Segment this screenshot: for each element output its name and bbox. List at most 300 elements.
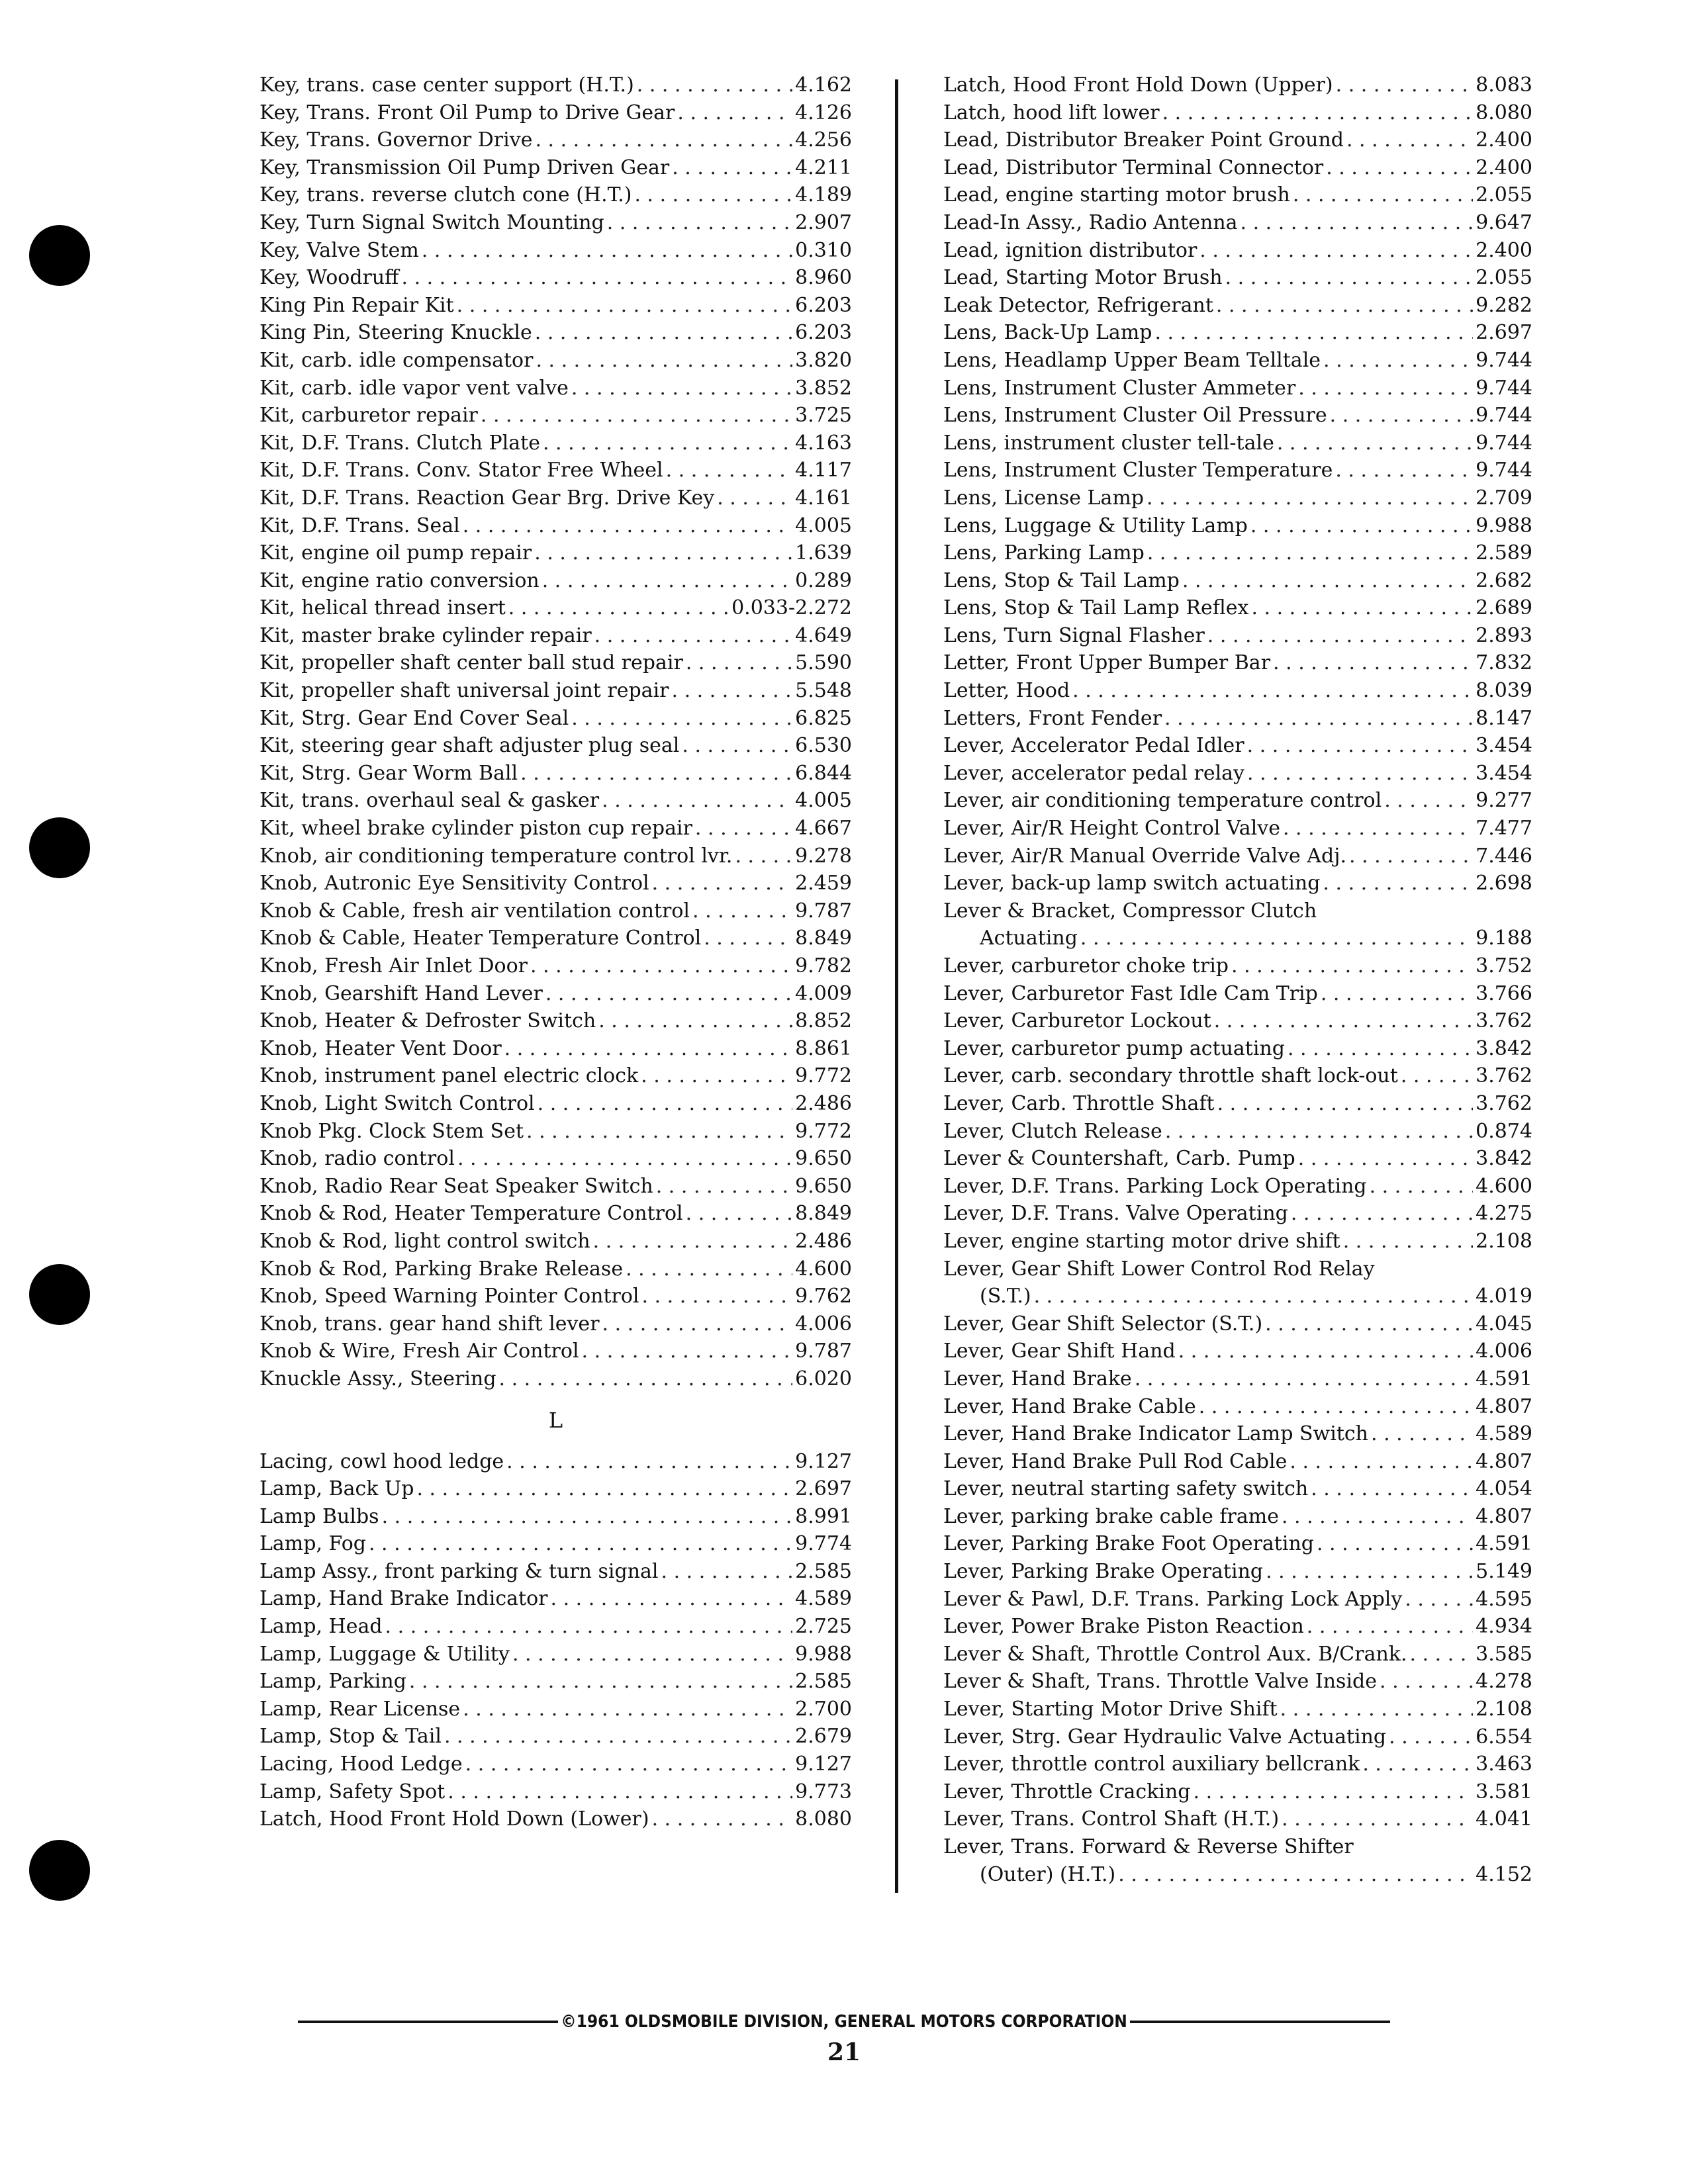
entry-term: Letter, Hood [943, 679, 1070, 703]
entry-term: Lever, neutral starting safety switch [943, 1477, 1309, 1501]
entry-reference: 9.188 [1476, 927, 1532, 950]
entry-term: Lever, Hand Brake Cable [943, 1394, 1196, 1418]
entry-term: Lever, engine starting motor drive shift [943, 1229, 1340, 1253]
entry-reference: 9.762 [795, 1285, 852, 1308]
index-list-k [259, 71, 852, 1393]
entry-reference: 4.649 [795, 623, 852, 647]
entry-term: Lamp Bulbs [259, 1504, 379, 1528]
entry-term: Lamp, Stop & Tail [259, 1725, 442, 1749]
entry-reference: 4.600 [795, 1257, 852, 1281]
index-entry [943, 1448, 1532, 1476]
entry-term: Knob, Heater Vent Door [259, 1036, 502, 1060]
entry-reference: 9.744 [1476, 459, 1532, 482]
index-entry [259, 1668, 852, 1696]
entry-reference: 2.679 [795, 1725, 852, 1749]
entry-term-continued: (S.T.) [980, 1285, 1031, 1308]
index-entry [259, 237, 852, 265]
entry-reference: 2.893 [1476, 623, 1532, 647]
entry-reference: 9.988 [1476, 514, 1532, 537]
entry-term: Lever, Strg. Gear Hydraulic Valve Actuating [943, 1725, 1387, 1749]
index-entry [943, 1805, 1532, 1833]
entry-reference: 4.275 [1476, 1202, 1532, 1226]
dot-leader [447, 1778, 792, 1806]
dot-leader [545, 980, 792, 1008]
index-entry [259, 1751, 852, 1778]
index-entry [259, 1255, 852, 1283]
index-entry [259, 181, 852, 209]
index-entry [943, 1833, 1532, 1861]
index-entry [943, 126, 1532, 154]
index-entry [943, 1530, 1532, 1558]
entry-term-continued: Actuating [980, 927, 1078, 950]
footer-rule [298, 2021, 558, 2023]
entry-reference: 9.277 [1476, 789, 1532, 813]
index-entry [943, 1035, 1532, 1063]
dot-leader [666, 457, 792, 484]
section-heading: L [548, 1407, 563, 1433]
entry-term: Kit, trans. overhaul seal & gasker [259, 789, 600, 813]
entry-term: Kit, carb. idle compensator [259, 348, 534, 372]
entry-term: Kit, steering gear shaft adjuster plug seal [259, 734, 680, 758]
entry-reference: 4.256 [795, 128, 852, 152]
entry-reference: 4.045 [1476, 1312, 1532, 1336]
entry-term: Knob, trans. gear hand shift lever [259, 1312, 600, 1336]
entry-reference: 7.832 [1476, 651, 1532, 675]
entry-reference: 4.006 [1476, 1340, 1532, 1363]
index-entry [259, 484, 852, 512]
index-entry [259, 952, 852, 980]
dot-leader [1289, 1448, 1473, 1476]
entry-reference: 0.310 [795, 238, 852, 262]
entry-term: King Pin, Steering Knuckle [259, 321, 532, 345]
index-entry [943, 347, 1532, 375]
dot-leader [1410, 1641, 1474, 1668]
entry-term: Knob & Rod, light control switch [259, 1229, 590, 1253]
dot-leader [416, 1475, 792, 1503]
entry-reference: 9.988 [795, 1642, 852, 1666]
binder-hole [29, 225, 90, 286]
entry-reference: 2.698 [1476, 872, 1532, 895]
entry-term: Lever, Gear Shift Selector (S.T.) [943, 1312, 1263, 1336]
dot-leader [1291, 1200, 1473, 1228]
entry-term: Key, trans. case center support (H.T.) [259, 73, 634, 97]
index-entry [943, 209, 1532, 237]
index-entry [259, 1283, 852, 1310]
footer-copyright: ©1961 OLDSMOBILE DIVISION, GENERAL MOTORS CORPORATION [561, 2012, 1127, 2032]
entry-reference: 9.772 [795, 1064, 852, 1088]
entry-reference: 2.459 [795, 872, 852, 895]
index-entry [943, 1228, 1532, 1255]
dot-leader [735, 842, 792, 870]
entry-term: Lead, Distributor Terminal Connector [943, 156, 1324, 179]
entry-reference: 8.039 [1476, 679, 1532, 703]
entry-reference: 3.752 [1476, 954, 1532, 978]
dot-leader [1349, 842, 1473, 870]
entry-reference: 6.020 [795, 1367, 852, 1390]
dot-leader [661, 1558, 793, 1586]
entry-reference: 4.589 [795, 1587, 852, 1611]
index-entry [943, 1062, 1532, 1090]
dot-leader [607, 209, 792, 237]
index-entry [943, 1118, 1532, 1146]
footer-rule [1130, 2021, 1390, 2023]
index-entry [259, 1310, 852, 1338]
index-entry [943, 815, 1532, 842]
dot-leader [457, 1145, 792, 1173]
dot-leader [593, 1228, 792, 1255]
entry-reference: 4.126 [795, 101, 852, 124]
entry-term: Lever, Trans. Control Shaft (H.T.) [943, 1807, 1280, 1831]
index-entry [259, 1530, 852, 1558]
dot-leader [1199, 1393, 1473, 1421]
dot-leader [1194, 1778, 1474, 1806]
index-entry [259, 705, 852, 733]
index-entry [943, 1696, 1532, 1723]
entry-reference: 9.127 [795, 1752, 852, 1776]
binder-hole [29, 1264, 90, 1325]
index-entry [259, 126, 852, 154]
dot-leader [1216, 292, 1473, 320]
index-entry [259, 677, 852, 705]
entry-reference: 8.861 [795, 1036, 852, 1060]
entry-term: Knob, air conditioning temperature control lvr. [259, 844, 733, 868]
entry-term: Lever, Gear Shift Hand [943, 1340, 1176, 1363]
dot-leader [1311, 1475, 1473, 1503]
entry-term: Lens, Instrument Cluster Oil Pressure [943, 404, 1327, 428]
entry-term: Kit, engine oil pump repair [259, 541, 532, 565]
dot-leader [1362, 1751, 1473, 1778]
index-entry [943, 319, 1532, 347]
entry-reference: 0.289 [795, 569, 852, 592]
entry-term: Lacing, cowl hood ledge [259, 1449, 504, 1473]
dot-leader [1370, 1173, 1474, 1201]
entry-term: Knob & Rod, Parking Brake Release [259, 1257, 624, 1281]
entry-term: Latch, hood lift lower [943, 101, 1160, 124]
entry-reference: 2.486 [795, 1091, 852, 1115]
entry-term: Lever, Clutch Release [943, 1119, 1162, 1143]
index-entry [259, 1558, 852, 1586]
entry-reference: 9.787 [795, 899, 852, 923]
entry-term: Lever, Starting Motor Drive Shift [943, 1698, 1278, 1721]
entry-reference: 3.842 [1476, 1036, 1532, 1060]
index-entry [259, 1805, 852, 1833]
dot-leader [1371, 1420, 1473, 1448]
entry-reference: 4.152 [1476, 1862, 1532, 1886]
index-entry [943, 1641, 1532, 1668]
dot-leader [508, 594, 729, 622]
entry-term: Lever, Throttle Cracking [943, 1780, 1191, 1803]
entry-term: Lever, Air/R Manual Override Valve Adj. [943, 844, 1346, 868]
index-entry [259, 209, 852, 237]
entry-term: Lever, Carburetor Lockout [943, 1009, 1211, 1033]
entry-term: Lamp, Head [259, 1615, 383, 1639]
index-entry [943, 181, 1532, 209]
index-entry [943, 264, 1532, 292]
index-entry [259, 1778, 852, 1806]
entry-term: Lens, Stop & Tail Lamp Reflex [943, 596, 1249, 620]
entry-reference: 4.162 [795, 73, 852, 97]
entry-reference: 3.762 [1476, 1091, 1532, 1115]
dot-leader [571, 705, 792, 733]
entry-term: Lever, Trans. Forward & Reverse Shifter [943, 1835, 1354, 1858]
dot-leader [626, 1255, 792, 1283]
entry-term: Lever, Parking Brake Operating [943, 1560, 1264, 1584]
index-entry [259, 1723, 852, 1751]
index-entry [259, 980, 852, 1008]
dot-leader [672, 677, 793, 705]
index-entry [259, 870, 852, 897]
entry-reference: 2.108 [1476, 1229, 1532, 1253]
entry-reference: 9.650 [795, 1147, 852, 1171]
index-entry [259, 594, 852, 622]
entry-reference: 2.400 [1476, 156, 1532, 179]
index-list-l [259, 1448, 852, 1833]
dot-leader [1080, 925, 1473, 952]
dot-leader [594, 622, 792, 650]
entry-term: Kit, D.F. Trans. Clutch Plate [259, 431, 540, 455]
index-entry-continuation [943, 1283, 1532, 1310]
index-entry [943, 870, 1532, 897]
entry-reference: 4.807 [1476, 1394, 1532, 1418]
dot-leader [481, 402, 792, 430]
dot-leader [1389, 1723, 1473, 1751]
dot-leader [641, 1062, 792, 1090]
entry-reference: 1.639 [795, 541, 852, 565]
entry-reference: 9.772 [795, 1119, 852, 1143]
entry-term: Knob, Radio Rear Seat Speaker Switch [259, 1174, 653, 1198]
dot-leader [382, 1503, 793, 1531]
entry-reference: 9.647 [1476, 210, 1532, 234]
index-entry [259, 1475, 852, 1503]
entry-reference: 0.874 [1476, 1119, 1532, 1143]
entry-term: Kit, engine ratio conversion [259, 569, 539, 592]
index-entry [943, 512, 1532, 540]
entry-term: Lever, carb. secondary throttle shaft lock-out [943, 1064, 1398, 1088]
entry-term: Latch, Hood Front Hold Down (Upper) [943, 73, 1333, 97]
entry-reference: 4.009 [795, 981, 852, 1005]
index-entry [943, 649, 1532, 677]
dot-leader [1323, 870, 1473, 897]
entry-term: Knob, Speed Warning Pointer Control [259, 1285, 639, 1308]
entry-reference: 8.960 [795, 266, 852, 290]
index-entry [259, 1173, 852, 1201]
entry-reference: 4.591 [1476, 1367, 1532, 1390]
index-entry [259, 622, 852, 650]
entry-reference: 8.080 [1476, 101, 1532, 124]
entry-term: Lever & Pawl, D.F. Trans. Parking Lock Apply [943, 1587, 1403, 1611]
dot-leader [1034, 1283, 1474, 1310]
dot-leader [1241, 209, 1474, 237]
index-entry [259, 292, 852, 320]
dot-leader [534, 539, 792, 567]
entry-term: Knob, Fresh Air Inlet Door [259, 954, 528, 978]
entry-reference: 3.766 [1476, 981, 1532, 1005]
index-entry [943, 705, 1532, 733]
dot-leader [1266, 1558, 1473, 1586]
dot-leader [1282, 1805, 1473, 1833]
entry-term: King Pin Repair Kit [259, 293, 454, 317]
index-list-right [943, 71, 1532, 1888]
entry-reference: 3.842 [1476, 1147, 1532, 1171]
entry-reference: 2.055 [1476, 266, 1532, 290]
dot-leader [637, 71, 792, 99]
entry-reference: 8.083 [1476, 73, 1532, 97]
entry-reference: 4.591 [1476, 1532, 1532, 1556]
dot-leader [686, 649, 792, 677]
index-entry [943, 952, 1532, 980]
entry-term: Kit, D.F. Trans. Reaction Gear Brg. Drive Key [259, 486, 715, 510]
dot-leader [1162, 99, 1474, 127]
dot-leader [1178, 1338, 1473, 1365]
entry-reference: 3.585 [1476, 1642, 1532, 1666]
index-entry-continuation [943, 925, 1532, 952]
dot-leader [1280, 1696, 1473, 1723]
index-entry [943, 732, 1532, 760]
dot-leader [602, 1310, 793, 1338]
dot-leader [1405, 1586, 1473, 1614]
entry-term: Kit, propeller shaft universal joint repair [259, 679, 669, 703]
entry-term: Lever, accelerator pedal relay [943, 761, 1245, 785]
dot-leader [1250, 512, 1473, 540]
entry-term: Latch, Hood Front Hold Down (Lower) [259, 1807, 649, 1831]
dot-leader [642, 1283, 793, 1310]
index-entry [259, 1448, 852, 1476]
index-entry [943, 1613, 1532, 1641]
index-entry [943, 1503, 1532, 1531]
entry-term: Lever, Parking Brake Foot Operating [943, 1532, 1314, 1556]
dot-leader [504, 1035, 792, 1063]
entry-reference: 4.589 [1476, 1422, 1532, 1446]
entry-term-continued: (Outer) (H.T.) [980, 1862, 1116, 1886]
dot-leader [535, 319, 792, 347]
dot-leader [1147, 539, 1473, 567]
index-entry [259, 1062, 852, 1090]
index-entry [259, 430, 852, 457]
index-entry [943, 842, 1532, 870]
index-entry [943, 1365, 1532, 1393]
dot-leader [1247, 732, 1473, 760]
dot-leader [402, 264, 793, 292]
dot-leader [526, 1118, 792, 1146]
entry-reference: 4.161 [795, 486, 852, 510]
entry-reference: 4.019 [1476, 1285, 1532, 1308]
dot-leader [1330, 402, 1473, 430]
dot-leader [444, 1723, 792, 1751]
index-entry-continuation [943, 1861, 1532, 1889]
entry-term: Knuckle Assy., Steering [259, 1367, 496, 1390]
entry-reference: 9.744 [1476, 348, 1532, 372]
entry-term: Lead, engine starting motor brush [943, 183, 1290, 207]
index-entry [259, 1228, 852, 1255]
entry-term: Knob, Gearshift Hand Lever [259, 981, 543, 1005]
entry-term: Knob, Light Switch Control [259, 1091, 535, 1115]
entry-term: Lever, Hand Brake [943, 1367, 1132, 1390]
index-entry [943, 1310, 1532, 1338]
entry-term: Lacing, Hood Ledge [259, 1752, 463, 1776]
entry-term: Lamp, Rear License [259, 1697, 461, 1721]
entry-term: Kit, Strg. Gear Worm Ball [259, 761, 518, 785]
entry-term: Lamp, Hand Brake Indicator [259, 1587, 548, 1611]
index-entry [943, 1145, 1532, 1173]
entry-reference: 4.054 [1476, 1477, 1532, 1501]
dot-leader [1165, 1118, 1473, 1146]
index-entry [943, 1778, 1532, 1806]
dot-leader [1247, 760, 1473, 788]
index-column-left [259, 71, 852, 1833]
index-entry [259, 815, 852, 842]
index-entry [943, 484, 1532, 512]
entry-term: Lamp, Fog [259, 1532, 366, 1556]
entry-reference: 2.585 [795, 1559, 852, 1583]
dot-leader [1277, 430, 1473, 457]
index-entry [943, 567, 1532, 595]
entry-term: Key, Trans. Front Oil Pump to Drive Gear [259, 101, 675, 124]
entry-reference: 3.820 [795, 348, 852, 372]
entry-term: Lens, Instrument Cluster Ammeter [943, 376, 1296, 400]
dot-leader [656, 1173, 792, 1201]
index-entry [943, 677, 1532, 705]
entry-term: Knob & Wire, Fresh Air Control [259, 1340, 579, 1363]
entry-term: Kit, Strg. Gear End Cover Seal [259, 706, 569, 730]
entry-term: Kit, carb. idle vapor vent valve [259, 376, 569, 400]
entry-term: Lever & Shaft, Trans. Throttle Valve Inside [943, 1670, 1377, 1694]
dot-leader [1214, 1007, 1473, 1035]
entry-term: Lens, Headlamp Upper Beam Telltale [943, 348, 1321, 372]
entry-reference: 2.486 [795, 1229, 852, 1253]
entry-term: Lead, Distributor Breaker Point Ground [943, 128, 1344, 152]
entry-reference: 9.774 [795, 1532, 852, 1556]
entry-reference: 6.203 [795, 293, 852, 317]
entry-term: Lens, Instrument Cluster Temperature [943, 459, 1333, 482]
index-entry [259, 897, 852, 925]
entry-reference: 4.667 [795, 817, 852, 841]
entry-term: Lever, parking brake cable frame [943, 1504, 1279, 1528]
index-entry [259, 457, 852, 484]
dot-leader [704, 925, 792, 952]
entry-reference: 5.590 [795, 651, 852, 675]
entry-reference: 4.163 [795, 431, 852, 455]
entry-reference: 3.725 [795, 404, 852, 428]
index-entry [943, 980, 1532, 1008]
entry-reference: 4.807 [1476, 1449, 1532, 1473]
entry-reference: 9.278 [795, 844, 852, 868]
dot-leader [1321, 980, 1473, 1008]
dot-leader [686, 1200, 792, 1228]
dot-leader [422, 237, 792, 265]
dot-leader [520, 760, 792, 788]
dot-leader [1384, 787, 1473, 815]
dot-leader [385, 1613, 793, 1641]
entry-term: Lens, instrument cluster tell-tale [943, 431, 1274, 455]
entry-term: Kit, wheel brake cylinder piston cup repair [259, 817, 692, 841]
footer [298, 2009, 1390, 2035]
dot-leader [1225, 264, 1474, 292]
dot-leader [1164, 705, 1473, 733]
dot-leader [1326, 154, 1473, 182]
entry-term: Kit, carburetor repair [259, 404, 478, 428]
dot-leader [463, 512, 792, 540]
entry-reference: 4.934 [1476, 1615, 1532, 1639]
index-entry [259, 1641, 852, 1668]
index-entry [943, 1200, 1532, 1228]
dot-leader [598, 1007, 792, 1035]
entry-term: Lead, Starting Motor Brush [943, 266, 1223, 290]
index-entry [943, 154, 1532, 182]
entry-reference: 4.005 [795, 514, 852, 537]
index-entry [259, 1585, 852, 1613]
dot-leader [634, 181, 792, 209]
entry-term: Knob & Rod, Heater Temperature Control [259, 1202, 683, 1226]
